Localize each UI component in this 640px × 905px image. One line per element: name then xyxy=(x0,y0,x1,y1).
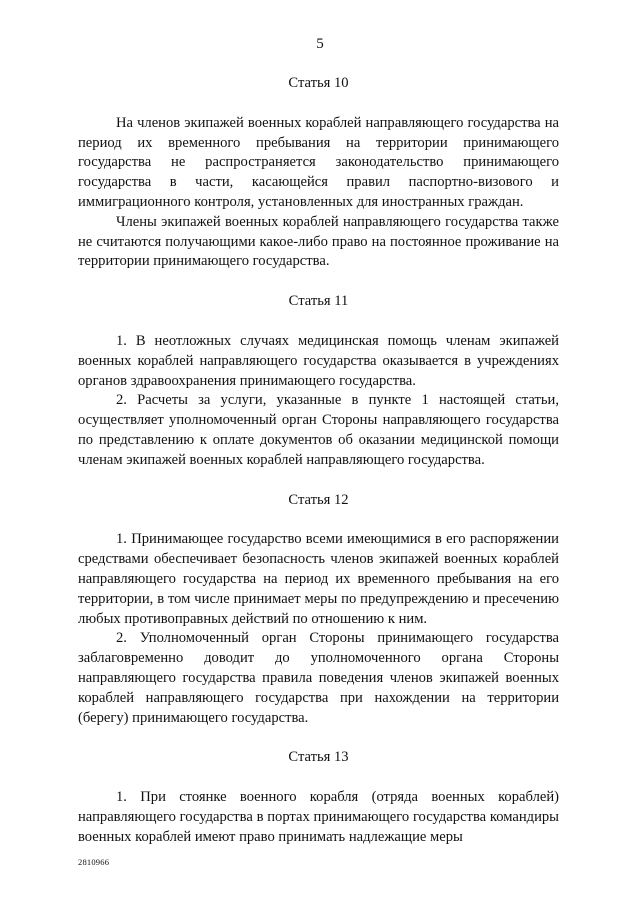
article-11-heading: Статья 11 xyxy=(288,293,349,310)
article-13-paragraph-1: 1. При стоянке военного корабля (отряда военных кораблей) направляющего государства в портах принимающего государства командиры военных кораблей имеют право принимать надлежащие меры xyxy=(78,789,559,845)
article-12-paragraph-2: 2. Уполномоченный орган Стороны принимающего государства заблаговременно доводит до уполномоченного органа Стороны направляющего государства правила поведения членов экипажей военных кораблей направляющего государства при нахождении на территории (берегу) принимающего государства. xyxy=(78,630,559,726)
article-13-heading: Статья 13 xyxy=(288,749,349,766)
article-11-paragraph-2: 2. Расчеты за услуги, указанные в пункте 1 настоящей статьи, осуществляет уполномоченный орган Стороны направляющего государства по представлению к оплате документов об оказании медицинской помощи членам экипажей военных кораблей направляющего государства. xyxy=(78,392,559,468)
article-11-paragraph-1: 1. В неотложных случаях медицинская помощь членам экипажей военных кораблей направляющего государства оказывается в учреждениях органов здравоохранения принимающего государства. xyxy=(78,332,559,389)
document-code: 2810966 xyxy=(78,857,110,867)
article-12-paragraph-1: 1. Принимающее государство всеми имеющимися в его распоряжении средствами обеспечивает безопасность членов экипажей военных кораблей направляющего государства на период их временного пребывания на его территории, в том числе принимает меры по предупреждению и пресечению любых противоправных действий по отношению к ним. xyxy=(78,531,559,627)
article-12-heading: Статья 12 xyxy=(288,491,349,508)
article-10-heading: Статья 10 xyxy=(288,75,349,91)
article-10-paragraph-2: Члены экипажей военных кораблей направляющего государства также не считаются получающими какое-либо право на постоянное проживание на территории принимающего государства. xyxy=(78,213,559,270)
page-number: 5 xyxy=(316,36,324,52)
document-body xyxy=(78,74,559,848)
article-10-paragraph-1: На членов экипажей военных кораблей направляющего государства на период их временного пребывания на территории принимающего государства не распространяется законодательство принимающего государства в части, касающейся правил паспортно-визового и иммиграционного контроля, установленных для иностранных граждан. xyxy=(78,114,559,210)
